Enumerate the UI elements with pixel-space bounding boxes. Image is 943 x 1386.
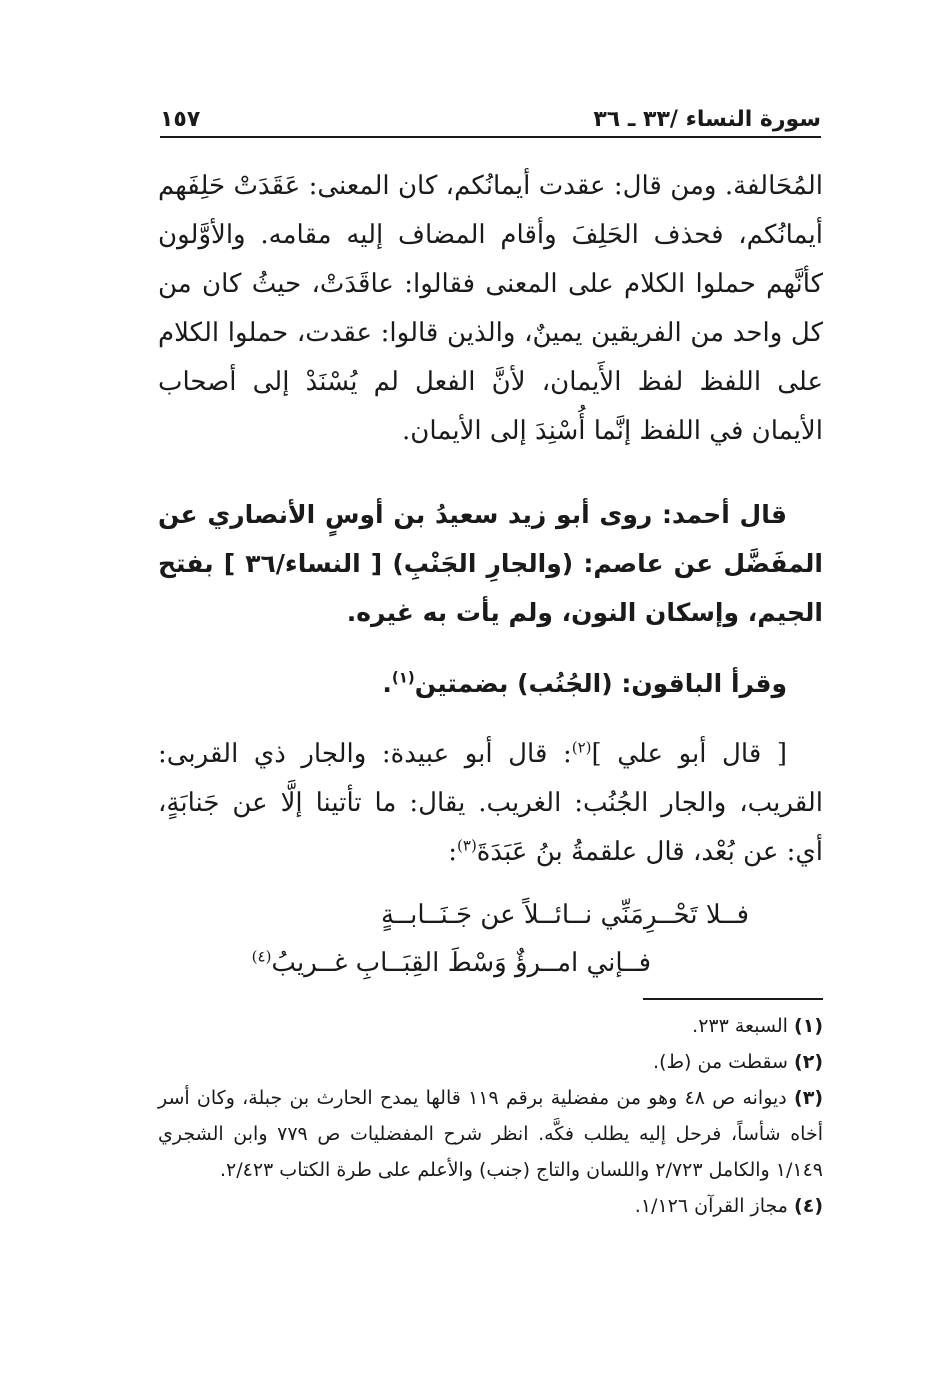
running-title: سورة النساء /٣٣ ـ ٣٦ [593, 107, 821, 132]
footnote-number: (١) [794, 1015, 823, 1037]
paragraph-spacer [158, 708, 823, 730]
footnote-number: (٤) [794, 1195, 823, 1217]
footnote-separator [643, 998, 823, 1000]
main-text [158, 162, 823, 987]
footnote-ref-1[interactable]: (١) [391, 668, 415, 687]
footnotes [158, 1008, 823, 1224]
paragraph-4 [158, 730, 823, 877]
header-rule [160, 136, 821, 138]
paragraph-4-text: : قال أبو عبيدة: والجار ذي القربى: القريب، والجار الجُنُب: الغريب. يقال: ما تأتينا إلَّا عن جَنابَةٍ، أي: عن بُعْد، قال علقمةُ بنُ عَبَدَةَ [158, 739, 823, 867]
footnote-ref-4[interactable]: (٤) [251, 947, 272, 966]
page-number: ١٥٧ [160, 107, 201, 132]
page-header [160, 92, 821, 132]
footnote-1 [158, 1008, 823, 1044]
footnote-4 [158, 1188, 823, 1224]
verse-hemistich-2 [158, 939, 823, 987]
paragraph-spacer [158, 637, 823, 659]
paragraph-3 [158, 659, 823, 708]
footnote-text: سقطت من (ط). [653, 1051, 788, 1073]
verse-hemistich-2-text: فــإني امــرؤٌ وَسْطَ القِبَــابِ غــريبُ [271, 948, 651, 978]
footnote-text: السبعة ٢٣٣. [692, 1015, 788, 1037]
footnote-ref-3[interactable]: (٣) [457, 836, 477, 855]
footnote-text: ديوانه ص ٤٨ وهو من مفضلية برقم ١١٩ قالها يمدح الحارث بن جبلة، وكان أسر أخاه شأساً، فرحل إليه يطلب فكَّه. انظر شرح المفضليات ص ٧٧٩ وابن الشجري ١/١٤٩ والكامل ٢/٧٢٣ واللسان والتاج (جنب) والأعلم على طرة الكتاب ٢/٤٢٣. [158, 1087, 823, 1181]
footnote-3 [158, 1080, 823, 1188]
footnote-text: مجاز القرآن ١/١٢٦. [634, 1195, 788, 1217]
footnote-number: (٢) [794, 1051, 823, 1073]
footnote-number: (٣) [794, 1087, 823, 1109]
paragraph-3-text: وقرأ الباقون: (الجُنُب) بضمتين [414, 669, 787, 698]
poetry-verse [158, 891, 823, 987]
footnote-2 [158, 1044, 823, 1080]
paragraph-3-end: . [382, 669, 392, 698]
paragraph-2: قال أحمد: روى أبو زيد سعيدُ بن أوسٍ الأنصاري عن المفَضَّل عن عاصم: (والجارِ الجَنْبِ) [ النساء/٣٦ ] بفتح الجيم، وإسكان النون، ولم يأت به غيره. [158, 500, 824, 627]
footnote-ref-2[interactable]: (٢) [571, 738, 592, 757]
verse-hemistich-1: فــلا تَحْــرِمَنِّي نــائــلاً عن جَـنَــابــةٍ [380, 900, 749, 930]
paragraph-1: المُحَالفة. ومن قال: عقدت أيمانُكم، كان المعنى: عَقَدَتْ حَلِفَهم أيمانُكم، فحذف الحَلِفَ وأقام المضاف إليه مقامه. والأوَّلون كأنَّهم حملوا الكلام على المعنى فقالوا: عاقَدَتْ، حيثُ كان من كل واحد من الفريقين يمينٌ، والذين قالوا: عقدت، حملوا الكلام على اللفظ لفظ الأَيمان، لأنَّ الفعل لم يُسْنَدْ إلى أصحاب الأيمان في اللفظ إنَّما أُسْنِدَ إلى الأيمان. [158, 171, 823, 446]
paragraph-4-lead: [ قال أبو علي ] [591, 739, 787, 769]
paragraph-spacer [158, 456, 823, 490]
paragraph-4-end: : [448, 837, 458, 867]
